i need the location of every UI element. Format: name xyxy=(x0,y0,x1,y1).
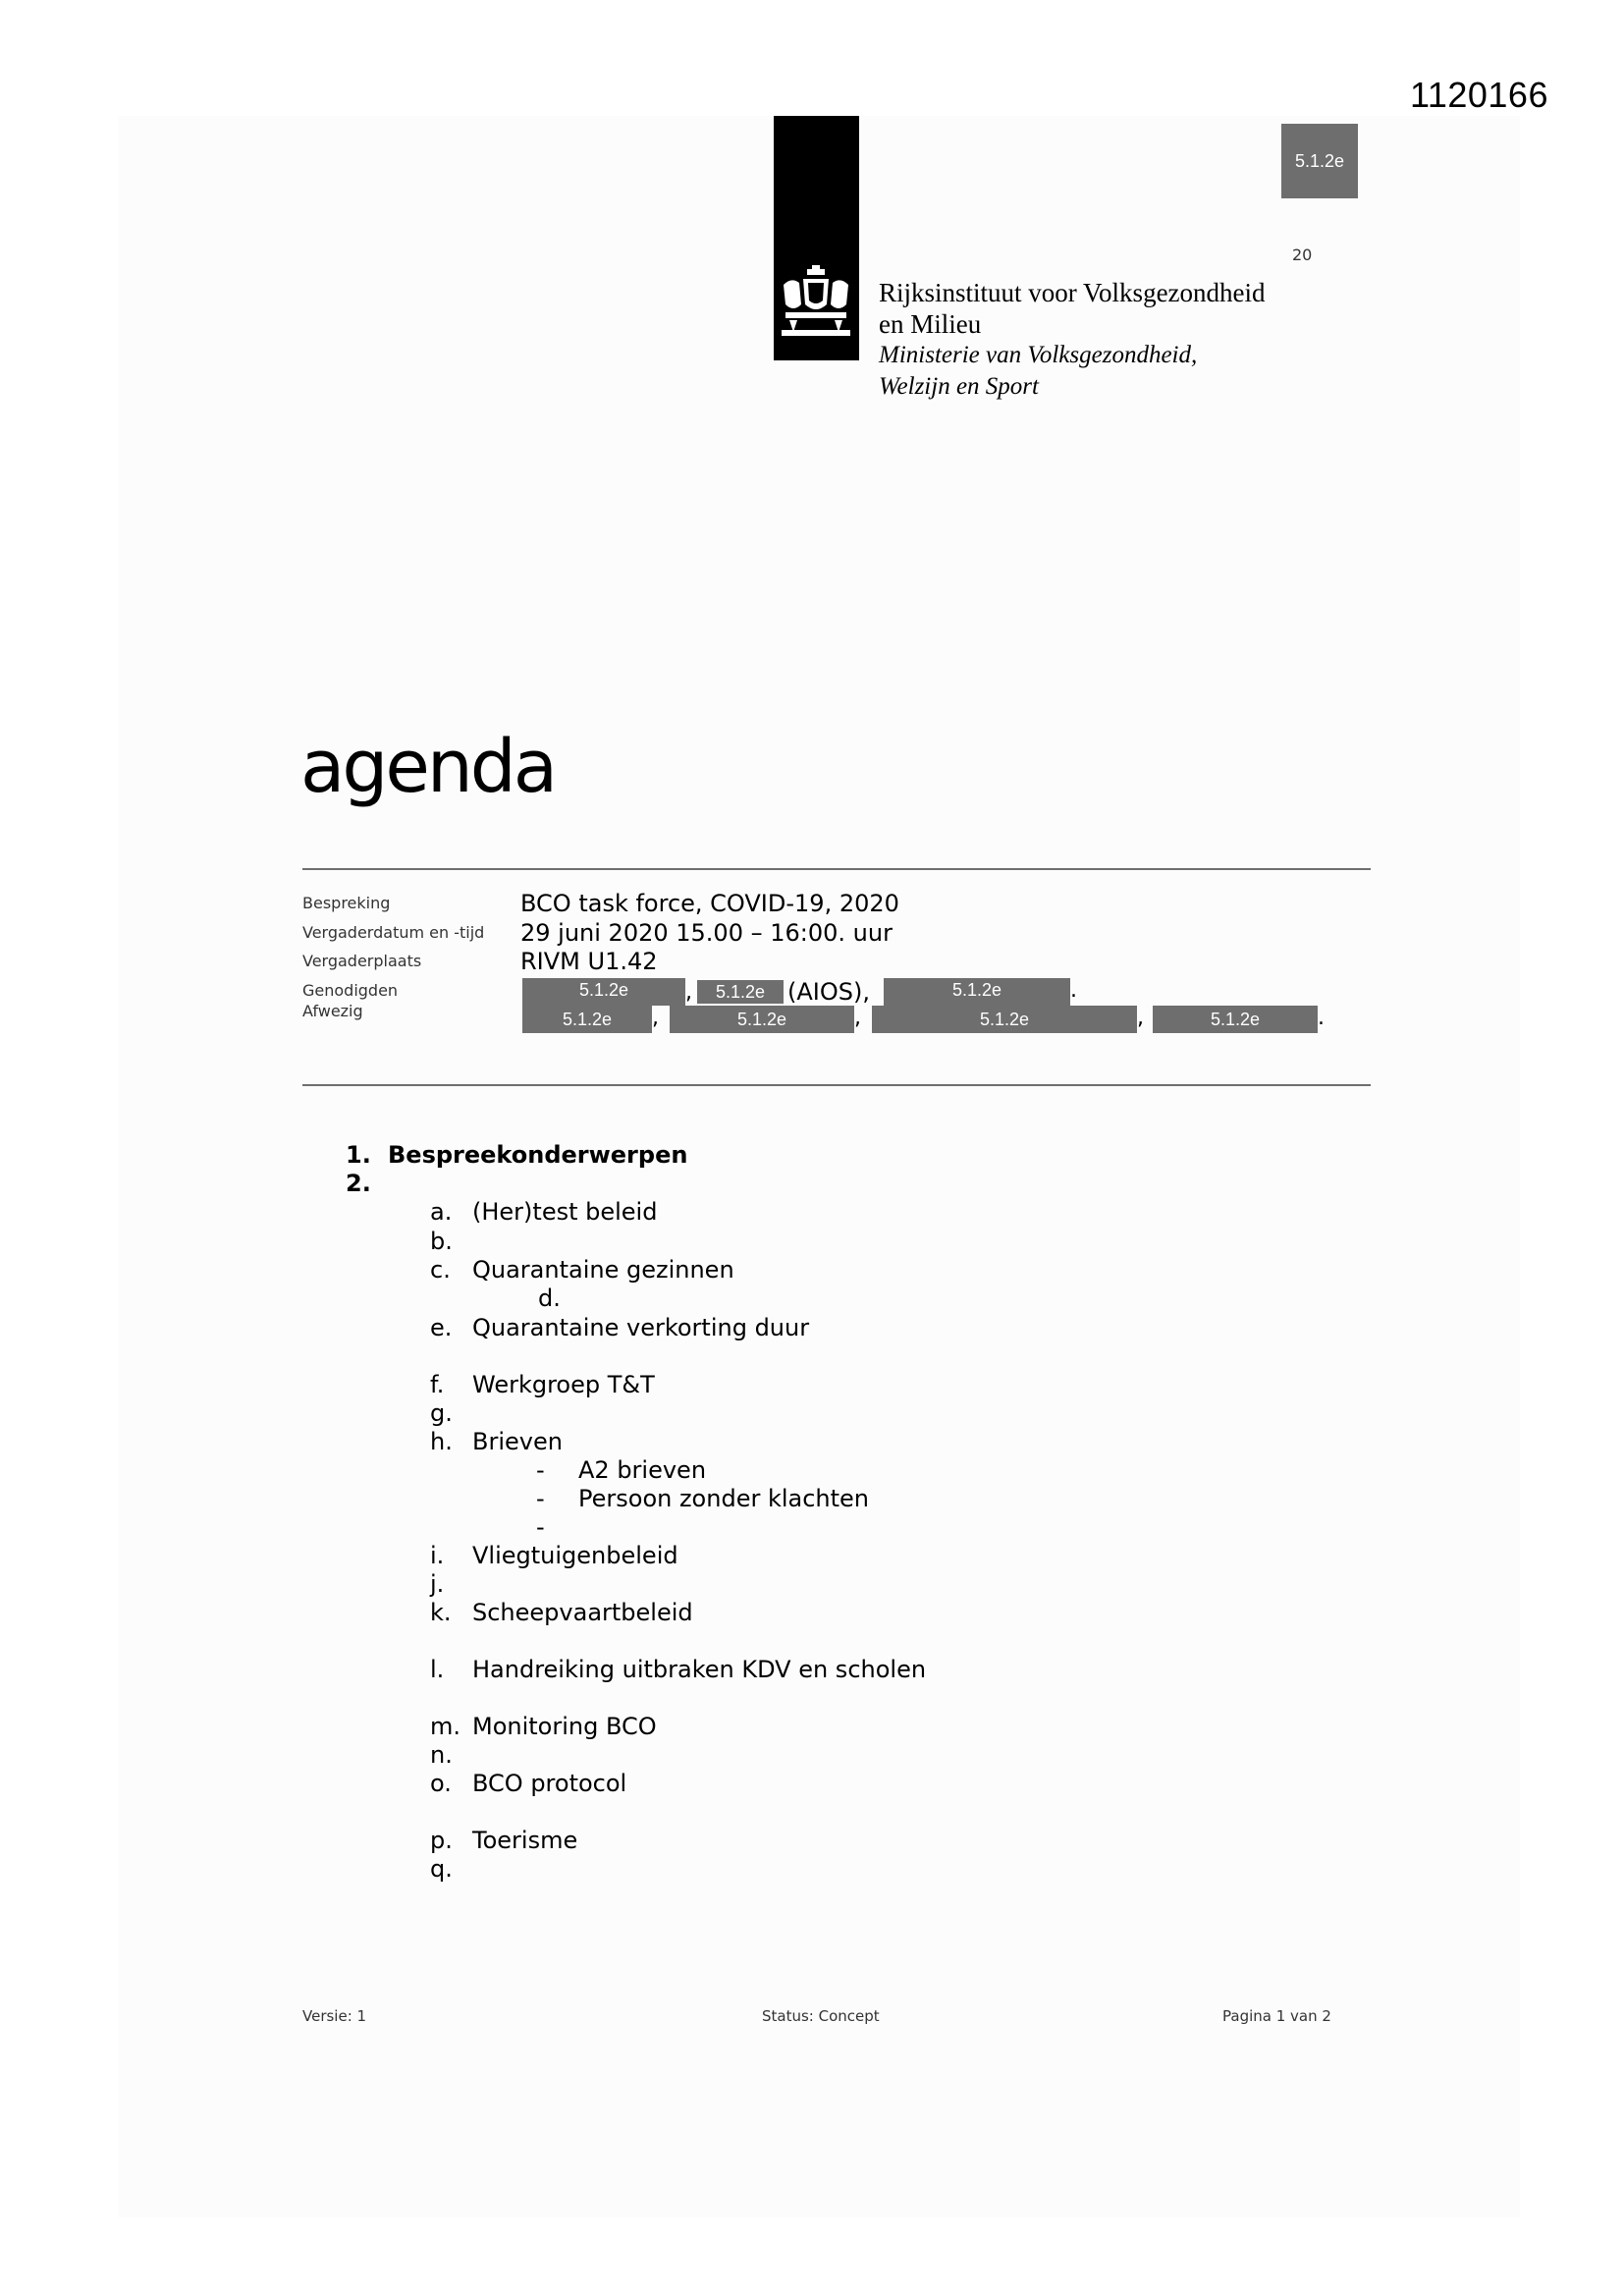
agenda-item-letter: e. xyxy=(430,1314,453,1341)
sub-item-dash: - xyxy=(536,1456,545,1484)
redaction-box: 5.1.2e xyxy=(522,1006,652,1033)
separator-period: . xyxy=(1318,1006,1325,1030)
agenda-item-letter: n. xyxy=(430,1741,453,1769)
divider xyxy=(302,868,1371,870)
redaction-box: 5.1.2e xyxy=(1153,1006,1318,1033)
agenda-number-2: 2. xyxy=(346,1170,371,1197)
agenda-item-letter: b. xyxy=(430,1228,453,1255)
org-name-line2: en Milieu xyxy=(879,309,982,339)
afwezig-label: Afwezig xyxy=(302,1002,363,1020)
agenda-item-letter: q. xyxy=(430,1855,453,1883)
redaction-box: 5.1.2e xyxy=(522,978,685,1006)
agenda-item-letter: h. xyxy=(430,1428,453,1455)
sub-item-dash: - xyxy=(536,1513,545,1541)
redaction-box: 5.1.2e xyxy=(1281,124,1358,198)
vergaderdatum-value: 29 juni 2020 15.00 – 16:00. uur xyxy=(520,919,893,947)
page-background xyxy=(118,116,1520,2217)
agenda-item-text: Scheepvaartbeleid xyxy=(472,1599,693,1626)
ministry-name-line2: Welzijn en Sport xyxy=(879,373,1039,400)
aios-text: (AIOS), xyxy=(787,978,870,1006)
agenda-item-letter: o. xyxy=(430,1770,452,1797)
divider xyxy=(302,1084,1371,1086)
agenda-item-text: Toerisme xyxy=(472,1827,578,1854)
vergaderplaats-label: Vergaderplaats xyxy=(302,952,422,970)
agenda-item-letter: d. xyxy=(538,1285,561,1312)
agenda-item-letter: g. xyxy=(430,1399,453,1427)
agenda-item-text: Werkgroep T&T xyxy=(472,1371,655,1398)
bespreking-value: BCO task force, COVID-19, 2020 xyxy=(520,890,899,917)
agenda-item-text: Quarantaine gezinnen xyxy=(472,1256,734,1284)
redaction-box: 5.1.2e xyxy=(697,980,784,1004)
agenda-item-text: (Her)test beleid xyxy=(472,1198,658,1226)
genodigden-label: Genodigden xyxy=(302,981,399,1000)
agenda-item-letter: i. xyxy=(430,1542,445,1569)
government-logo-bar xyxy=(774,116,859,360)
agenda-number-1: 1. xyxy=(346,1141,371,1169)
agenda-item-letter: f. xyxy=(430,1371,445,1398)
org-name-line1: Rijksinstituut voor Volksgezondheid xyxy=(879,278,1266,307)
document-number: 1120166 xyxy=(1410,75,1548,115)
separator-period: . xyxy=(1070,978,1077,1003)
separator-comma: , xyxy=(1137,1006,1144,1030)
agenda-item-letter: m. xyxy=(430,1713,461,1740)
agenda-heading: Bespreekonderwerpen xyxy=(388,1141,688,1169)
agenda-item-letter: p. xyxy=(430,1827,453,1854)
footer-status: Status: Concept xyxy=(762,2007,880,2025)
footer-page-number: Pagina 1 van 2 xyxy=(1222,2007,1331,2025)
agenda-item-letter: k. xyxy=(430,1599,452,1626)
vergaderdatum-label: Vergaderdatum en -tijd xyxy=(302,923,485,942)
agenda-item-letter: c. xyxy=(430,1256,451,1284)
agenda-item-letter: l. xyxy=(430,1656,445,1683)
sub-item-dash: - xyxy=(536,1485,545,1512)
agenda-item-text: Monitoring BCO xyxy=(472,1713,657,1740)
agenda-item-text: Brieven xyxy=(472,1428,563,1455)
agenda-item-text: Handreiking uitbraken KDV en scholen xyxy=(472,1656,927,1683)
agenda-item-text: BCO protocol xyxy=(472,1770,627,1797)
redaction-box: 5.1.2e xyxy=(884,978,1070,1006)
agenda-item-letter: a. xyxy=(430,1198,453,1226)
separator-comma: , xyxy=(854,1006,861,1030)
organization-name xyxy=(879,277,1266,403)
sub-item-text: Persoon zonder klachten xyxy=(578,1485,870,1512)
redaction-box: 5.1.2e xyxy=(670,1006,854,1033)
agenda-item-text: Vliegtuigenbeleid xyxy=(472,1542,678,1569)
agenda-item-letter: j. xyxy=(430,1570,445,1598)
ministry-name-line1: Ministerie van Volksgezondheid, xyxy=(879,342,1198,368)
redaction-box: 5.1.2e xyxy=(872,1006,1137,1033)
sub-item-text: A2 brieven xyxy=(578,1456,707,1484)
separator-comma: , xyxy=(652,1006,659,1030)
agenda-item-text: Quarantaine verkorting duur xyxy=(472,1314,810,1341)
coat-of-arms-icon xyxy=(778,265,854,342)
vergaderplaats-value: RIVM U1.42 xyxy=(520,948,658,975)
separator-comma: , xyxy=(685,980,692,1005)
page-mark: 20 xyxy=(1292,246,1313,264)
page-title: agenda xyxy=(300,725,556,809)
footer-version: Versie: 1 xyxy=(302,2007,367,2025)
bespreking-label: Bespreking xyxy=(302,894,391,912)
